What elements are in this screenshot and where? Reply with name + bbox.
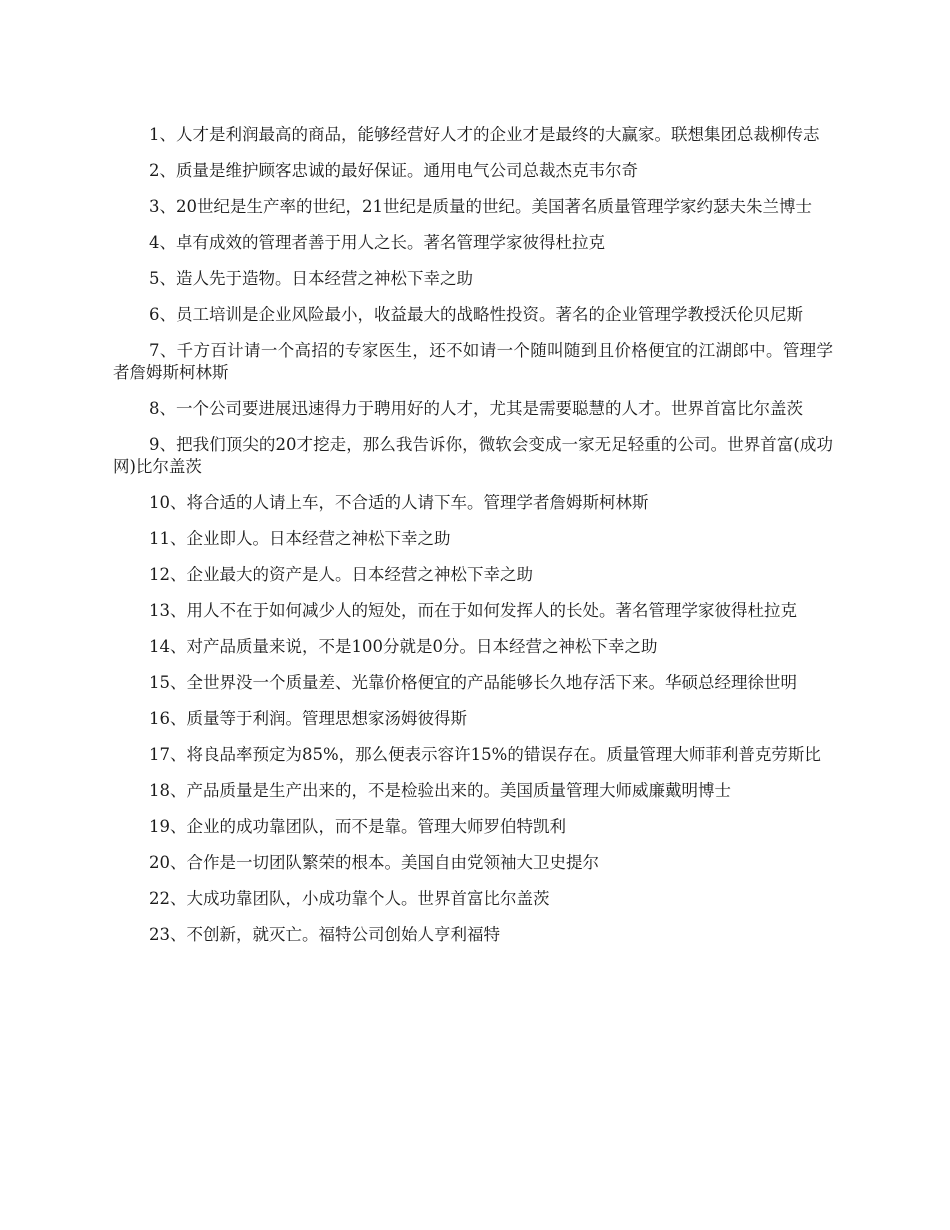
quote-paragraph: 17、将良品率预定为85%，那么便表示容许15%的错误存在。质量管理大师菲利普克劳斯比 [149,745,821,764]
quote-paragraph: 6、员工培训是企业风险最小，收益最大的战略性投资。著名的企业管理学教授沃伦贝尼斯 [149,305,803,324]
quote-paragraph: 11、企业即人。日本经营之神松下幸之助 [149,529,451,548]
quote-paragraph: 13、用人不在于如何减少人的短处，而在于如何发挥人的长处。著名管理学家彼得杜拉克 [149,601,797,620]
quote-paragraph: 19、企业的成功靠团队，而不是靠。管理大师罗伯特凯利 [149,817,566,836]
quote-paragraph: 2、质量是维护顾客忠诚的最好保证。通用电气公司总裁杰克韦尔奇 [149,161,638,180]
quote-paragraph: 8、一个公司要进展迅速得力于聘用好的人才，尤其是需要聪慧的人才。世界首富比尔盖茨 [149,399,803,418]
quote-paragraph: 5、造人先于造物。日本经营之神松下幸之助 [149,269,473,288]
quote-paragraph: 9、把我们顶尖的20才挖走，那么我告诉你，微软会变成一家无足轻重的公司。世界首富(成功网)比尔盖茨 [113,435,833,476]
quote-paragraph: 14、对产品质量来说，不是100分就是0分。日本经营之神松下幸之助 [149,637,658,656]
quote-paragraph: 23、不创新，就灭亡。福特公司创始人亨利福特 [149,925,500,944]
quote-paragraph: 16、质量等于利润。管理思想家汤姆彼得斯 [149,709,467,728]
quote-paragraph: 3、20世纪是生产率的世纪，21世纪是质量的世纪。美国著名质量管理学家约瑟夫朱兰博士 [149,197,812,216]
quote-paragraph: 15、全世界没一个质量差、光靠价格便宜的产品能够长久地存活下来。华硕总经理徐世明 [149,673,797,692]
quote-paragraph: 22、大成功靠团队，小成功靠个人。世界首富比尔盖茨 [149,889,550,908]
quote-paragraph: 7、千方百计请一个高招的专家医生，还不如请一个随叫随到且价格便宜的江湖郎中。管理学者詹姆斯柯林斯 [113,341,833,382]
document-page [113,124,833,960]
quote-paragraph: 1、人才是利润最高的商品，能够经营好人才的企业才是最终的大赢家。联想集团总裁柳传志 [149,125,820,144]
quote-paragraph: 4、卓有成效的管理者善于用人之长。著名管理学家彼得杜拉克 [149,233,605,252]
quote-paragraph: 20、合作是一切团队繁荣的根本。美国自由党领袖大卫史提尔 [149,853,599,872]
quote-paragraph: 18、产品质量是生产出来的，不是检验出来的。美国质量管理大师威廉戴明博士 [149,781,731,800]
quote-paragraph: 10、将合适的人请上车，不合适的人请下车。管理学者詹姆斯柯林斯 [149,493,649,512]
quote-paragraph: 12、企业最大的资产是人。日本经营之神松下幸之助 [149,565,533,584]
